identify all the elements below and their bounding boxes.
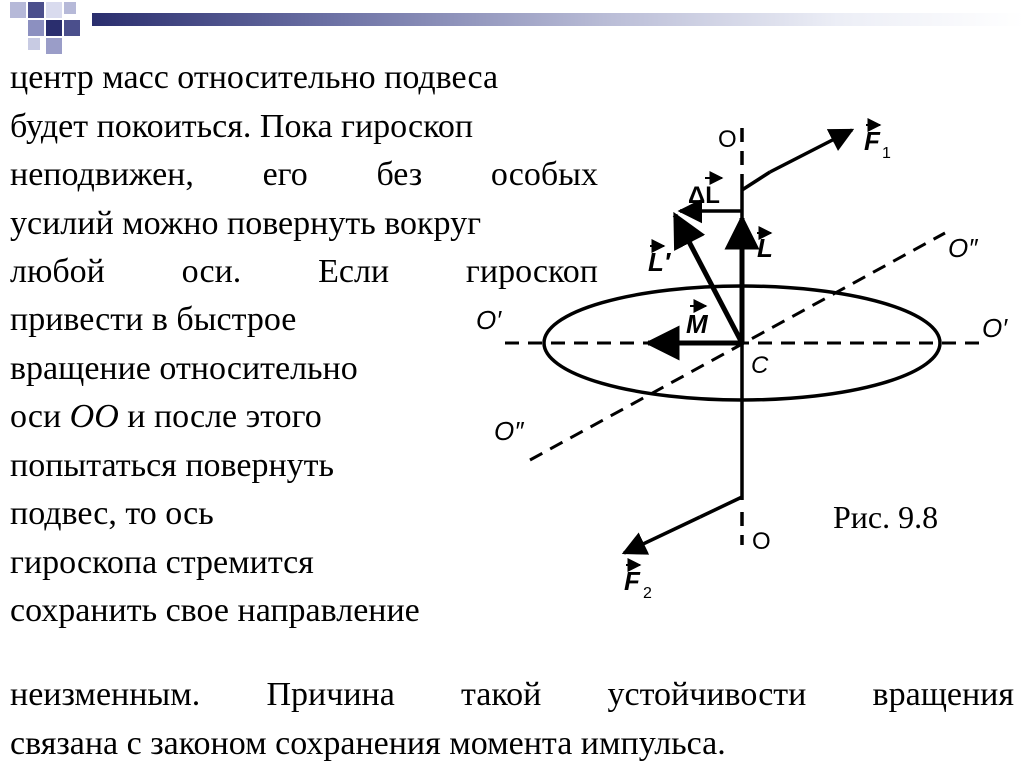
figure-caption: Рис. 9.8 bbox=[833, 499, 938, 536]
text-fragment: и после этого bbox=[119, 398, 322, 435]
label-o-prime-right: O′ bbox=[982, 313, 1008, 343]
label-l-prime: L′ bbox=[648, 247, 672, 277]
label-f2: F bbox=[624, 566, 641, 596]
text-line: подвес, то ось bbox=[10, 490, 480, 539]
label-f1: F bbox=[864, 126, 881, 156]
text-line: гироскопа стремится bbox=[10, 539, 480, 588]
text-line: привести в быстрое bbox=[10, 296, 480, 345]
axis-o-double-prime bbox=[530, 233, 945, 460]
lever-bottom bbox=[700, 497, 742, 517]
label-o-dprime-left: O″ bbox=[494, 416, 524, 446]
text-line: центр масс относительно подвеса bbox=[10, 54, 598, 103]
text-fragment: оси bbox=[10, 398, 70, 435]
label-c: C bbox=[751, 352, 769, 379]
label-delta-l: ΔL bbox=[688, 182, 720, 209]
text-line: неизменным. Причина такой устойчивости вращения bbox=[10, 671, 1014, 720]
vector-f2 bbox=[624, 517, 700, 553]
label-f1-sub: 1 bbox=[882, 145, 891, 162]
text-line: сохранить свое направление bbox=[10, 587, 480, 636]
text-line: любой оси. Если гироскоп bbox=[10, 248, 598, 297]
text-line: попытаться повернуть bbox=[10, 442, 480, 491]
text-line: связана с законом сохранения момента импульса. bbox=[10, 720, 1014, 768]
vector-f1 bbox=[770, 130, 852, 172]
label-o-prime-left: O′ bbox=[476, 305, 502, 335]
text-line: неподвижен, его без особых bbox=[10, 151, 598, 200]
text-line: усилий можно повернуть вокруг bbox=[10, 200, 598, 249]
label-o-dprime-right: O″ bbox=[948, 233, 978, 263]
lever-top bbox=[742, 172, 770, 190]
label-f2-sub: 2 bbox=[643, 585, 652, 602]
label-l: L bbox=[757, 233, 773, 263]
label-o-bottom: O bbox=[752, 528, 771, 555]
label-m: M bbox=[686, 309, 709, 339]
text-line: вращение относительно bbox=[10, 345, 480, 394]
axis-name: ОО bbox=[70, 398, 119, 435]
label-o-top: O bbox=[718, 126, 737, 153]
text-line: будет покоиться. Пока гироскоп bbox=[10, 103, 598, 152]
